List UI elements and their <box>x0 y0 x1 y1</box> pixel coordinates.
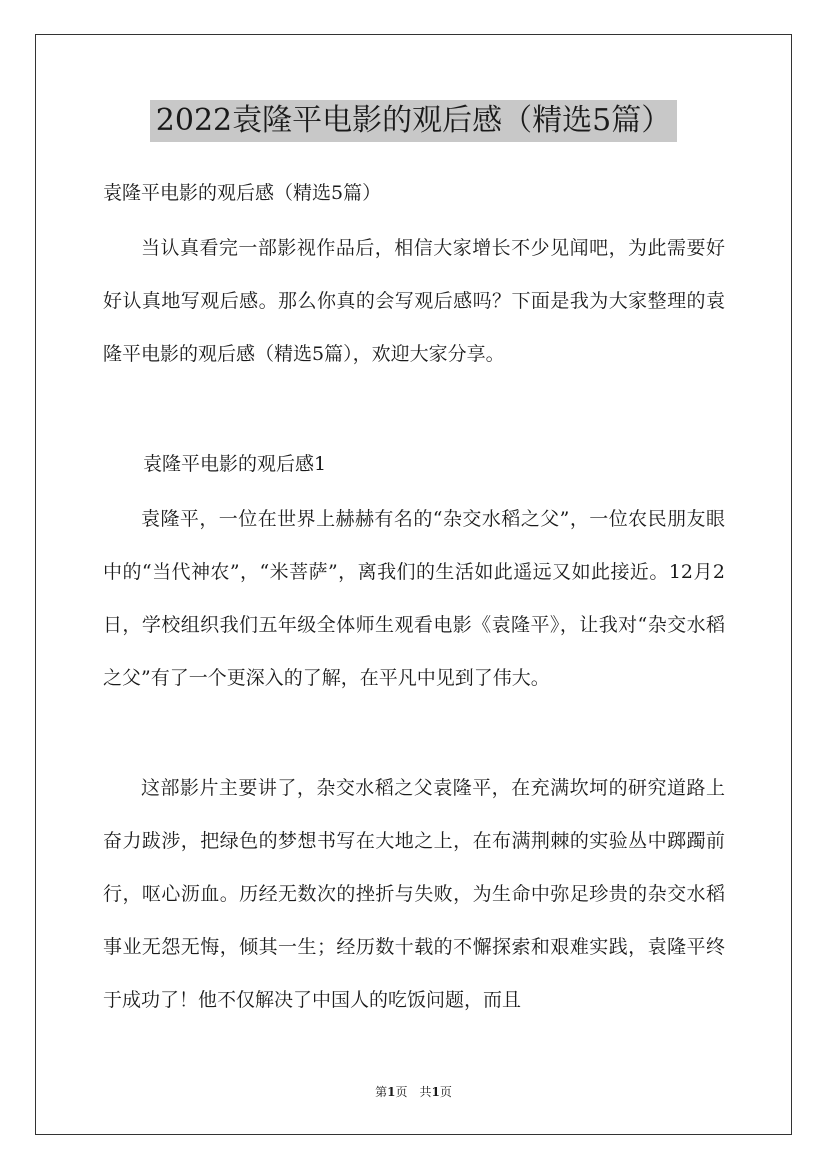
page-footer <box>0 1083 827 1101</box>
section-heading: 袁隆平电影的观后感1 <box>143 453 327 475</box>
body-paragraph-1: 袁隆平，一位在世界上赫赫有名的“杂交水稻之父”，一位农民朋友眼中的“当代神农”，“米菩萨”，离我们的生活如此遥远又如此接近。12月2日，学校组织我们五年级全体师生观看电影《袁隆平》，让我对“杂交水稻之父”有了一个更深入的了解，在平凡中见到了伟大。 <box>103 508 725 689</box>
footer-page-mid: 页 共 <box>395 1085 432 1099</box>
footer-page-current: 1 <box>387 1085 396 1099</box>
footer-page-total: 1 <box>431 1085 440 1099</box>
title-container <box>0 100 827 142</box>
document-subtitle: 袁隆平电影的观后感（精选5篇） <box>103 182 382 204</box>
footer-page-suffix: 页 <box>439 1085 452 1099</box>
intro-paragraph: 当认真看完一部影视作品后，相信大家增长不少见闻吧，为此需要好好认真地写观后感。那么你真的会写观后感吗？下面是我为大家整理的袁隆平电影的观后感（精选5篇），欢迎大家分享。 <box>103 237 725 365</box>
body-paragraph-2: 这部影片主要讲了，杂交水稻之父袁隆平，在充满坎坷的研究道路上奋力跋涉，把绿色的梦想书写在大地之上，在布满荆棘的实验丛中踯躅前行，呕心沥血。历经无数次的挫折与失败，为生命中弥足珍贵的杂交水稻事业无怨无悔，倾其一生；经历数十载的不懈探索和艰难实践，袁隆平终于成功了！他不仅解决了中国人的吃饭问题，而且 <box>103 777 725 1011</box>
footer-page-prefix: 第 <box>375 1085 388 1099</box>
document-title: 2022袁隆平电影的观后感（精选5篇） <box>150 100 677 142</box>
